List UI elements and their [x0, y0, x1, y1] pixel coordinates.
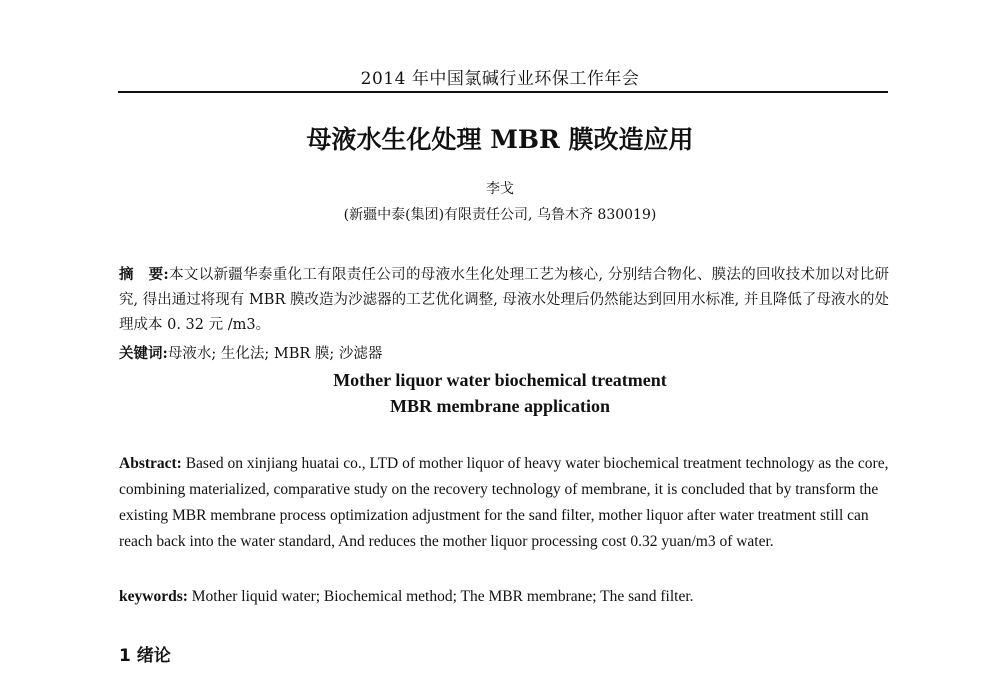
english-title-line-1: Mother liquor water biochemical treatment [333, 370, 667, 390]
affiliation: (新疆中泰(集团)有限责任公司, 乌鲁木齐 830019) [343, 207, 657, 223]
english-keywords-label: keywords: [119, 588, 188, 605]
author: 李戈 [486, 181, 514, 197]
english-keywords-text: Mother liquid water; Biochemical method; The MBR membrane; The sand filter. [191, 588, 694, 605]
english-abstract [119, 451, 889, 555]
chinese-keywords-text: 母液水; 生化法; MBR 膜; 沙滤器 [167, 346, 383, 362]
english-abstract-label: Abstract: [119, 455, 182, 472]
english-abstract-text: Based on xinjiang huatai co., LTD of mother liquor of heavy water biochemical treatment technology as the core, combining materialized, comparative study on the recovery technology of membrane, it is concluded that by transform the existing MBR membrane process optimization adjustment for the sand filter, mother liquor after water treatment still can reach back into the water standard, And reduces the mother liquor processing cost 0.32 yuan/m3 of water. [119, 455, 889, 550]
chinese-abstract-label: 摘 要: [119, 266, 169, 283]
running-header: 2014 年中国氯碱行业环保工作年会 [360, 69, 640, 89]
chinese-abstract-text: 本文以新疆华泰重化工有限责任公司的母液水生化处理工艺为核心, 分别结合物化、膜法的回收技术加以对比研究, 得出通过将现有 MBR 膜改造为沙滤器的工艺优化调整, 母液水处理后仍然能达到回用水标准, 并且降低了母液水的处理成本 0. 32 元 /m3。 [119, 267, 889, 333]
paper-title: 母液水生化处理 MBR 膜改造应用 [306, 125, 694, 154]
chinese-abstract [119, 262, 889, 338]
section-heading: 1 绪论 [119, 646, 171, 666]
chinese-keywords [119, 341, 889, 367]
chinese-keywords-label: 关键词: [119, 345, 168, 362]
english-keywords [119, 584, 889, 610]
english-title-line-2: MBR membrane application [390, 396, 610, 416]
header-rule [118, 91, 888, 93]
